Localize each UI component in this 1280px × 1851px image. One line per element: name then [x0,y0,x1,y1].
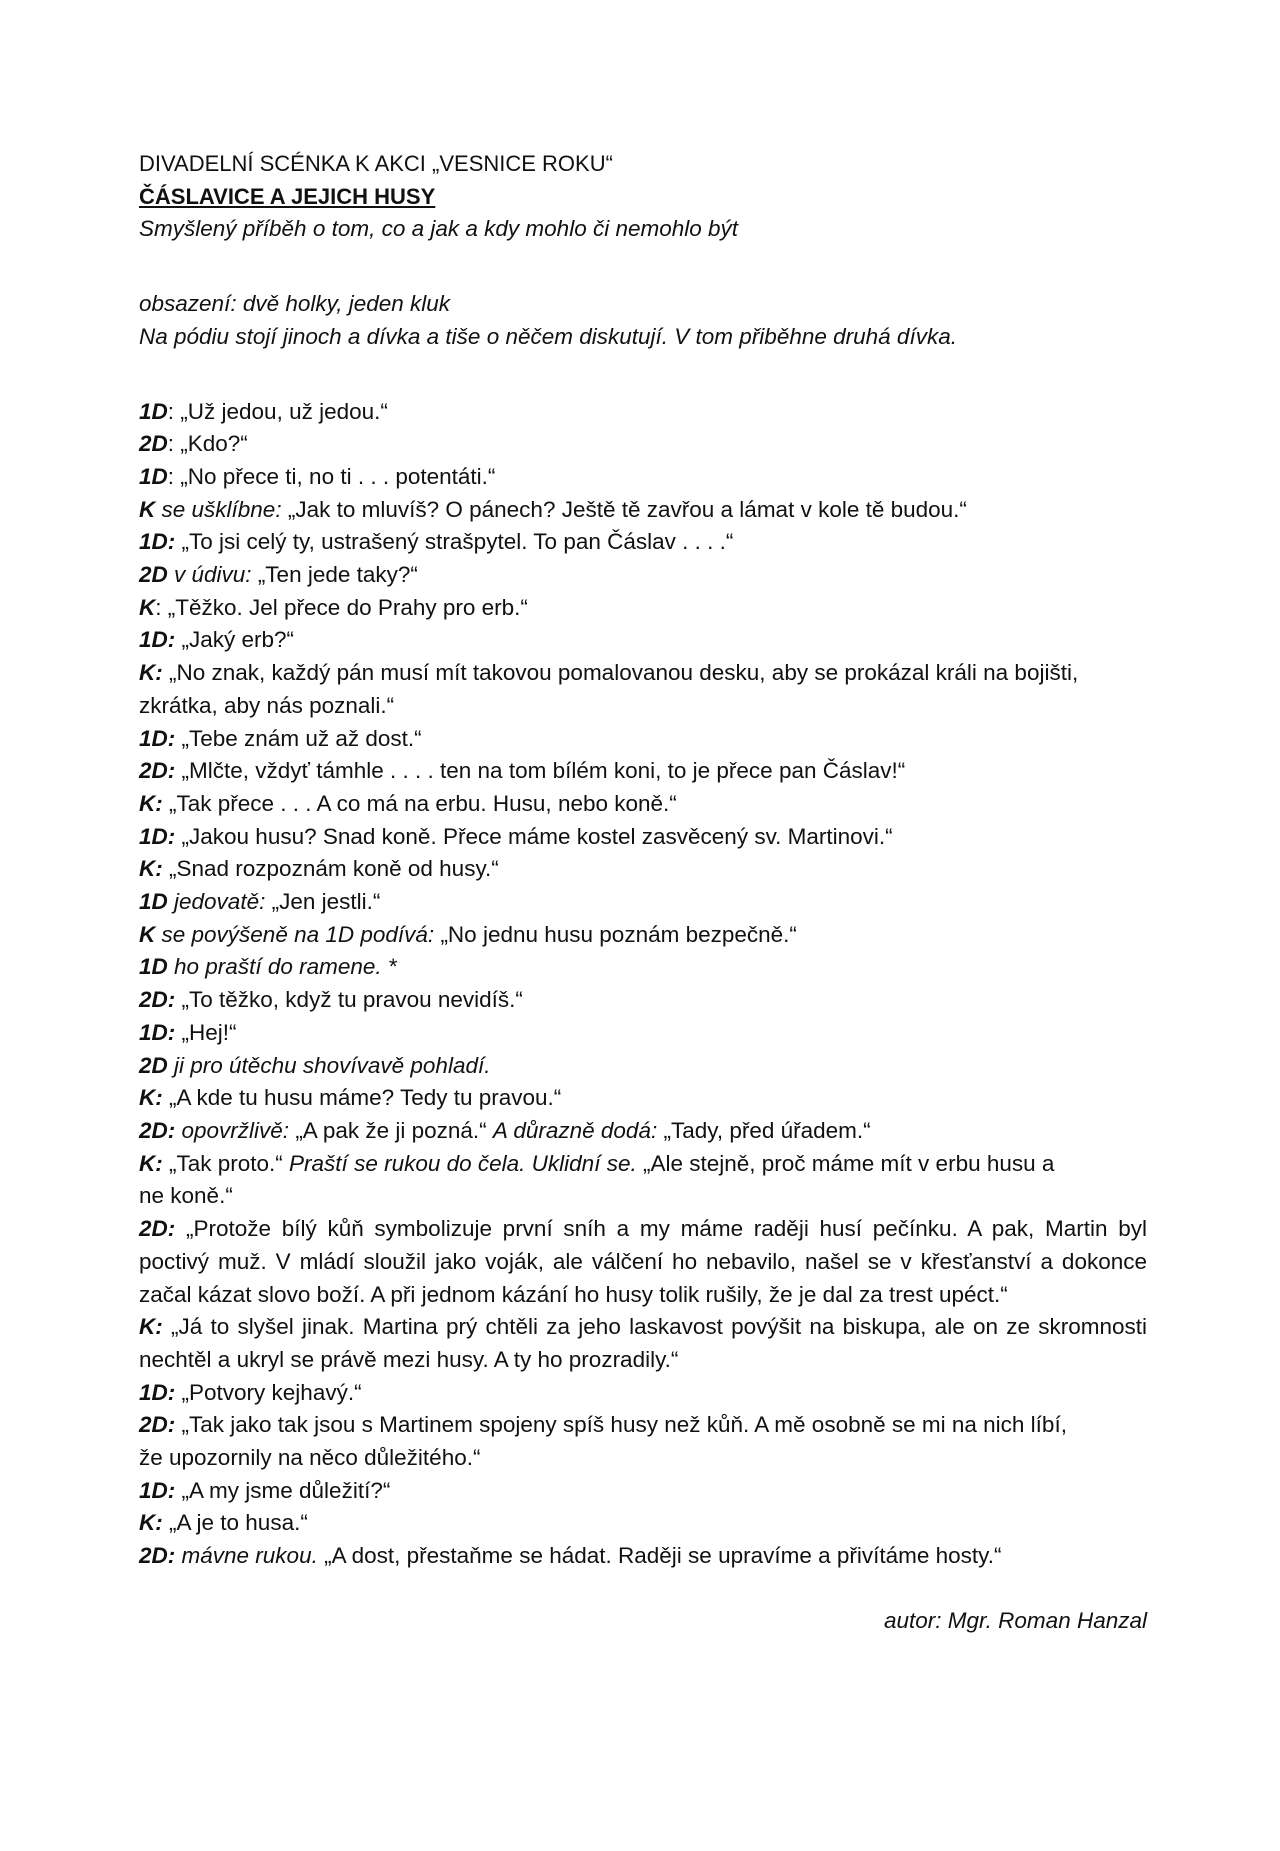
dialogue-end-block [139,1377,1147,1573]
speaker-label: K: [139,790,163,816]
spoken-text: : „Už jedou, už jedou.“ [167,398,388,424]
speaker-label: K: [139,660,163,686]
dialogue-line [139,494,1147,527]
speaker-label: 2D: [139,987,176,1013]
spoken-text: „Já to slyšel jinak. Martina prý chtěli za jeho laskavost povýšit na biskupa, ale on ze skromnosti nechtěl a ukryl se právě mezi husy. A ty ho prozradily.“ [139,1314,1147,1372]
speaker-label: 1D: [139,1379,176,1405]
dialogue-line [139,657,1147,690]
dialogue-line [139,1475,1147,1508]
spoken-text: „A my jsme důležití?“ [175,1477,391,1503]
speaker-label: K: [139,1510,163,1536]
dialogue-line [139,1442,1147,1475]
document-page [139,148,1147,1633]
dialogue-line [139,1507,1147,1540]
spoken-text: „Hej!“ [175,1019,237,1045]
dialogue-line [139,1540,1147,1573]
dialogue-line [139,919,1147,952]
justified-block [139,1213,1147,1377]
stage-direction: mávne rukou. [175,1543,318,1569]
spoken-text: „No znak, každý pán musí mít takovou pomalovanou desku, aby se prokázal králi na bojišti, [162,660,1079,686]
speaker-label: K [139,594,156,620]
spoken-text: „Tak jako tak jsou s Martinem spojeny spíš husy než kůň. A mě osobně se mi na nich líbí, [175,1412,1067,1438]
speaker-label: 2D [139,562,168,588]
spoken-text: „Ten jede taky?“ [251,562,418,588]
speaker-label: 2D: [139,1543,176,1569]
speaker-label: K [139,496,156,522]
speaker-label: 2D [139,1052,168,1078]
dialogue-line [139,461,1147,494]
speaker-label: 1D [139,954,168,980]
spoken-text: že upozornily na něco důležitého.“ [139,1445,481,1471]
speaker-label: 2D: [139,1216,176,1242]
speaker-label: 1D: [139,627,176,653]
spoken-text: „Tak přece . . . A co má na erbu. Husu, nebo koně.“ [162,790,677,816]
dialogue-line [139,1115,1147,1148]
stage-direction: se povýšeně na 1D podívá: [155,921,435,947]
stage-direction: opovržlivě: [175,1117,290,1143]
speaker-label: 1D [139,398,168,424]
dialogue-line [139,755,1147,788]
dialogue-line [139,1050,1147,1083]
spoken-text: „A kde tu husu máme? Tedy tu pravou.“ [162,1085,562,1111]
speaker-label: 1D: [139,1477,176,1503]
speaker-label: 2D: [139,758,176,784]
spoken-text: „Jakou husu? Snad koně. Přece máme kostel zasvěcený sv. Martinovi.“ [175,823,893,849]
author-signature: autor: Mgr. Roman Hanzal [883,1607,1147,1633]
spoken-text: „Ale stejně, proč máme mít v erbu husu a [636,1150,1055,1176]
spoken-text: „Snad rozpoznám koně od husy.“ [162,856,499,882]
dialogue-line [139,723,1147,756]
stage-direction: ho praští do ramene. * [167,954,397,980]
dialogue-paragraph [139,1311,1147,1376]
spoken-text: „A je to husa.“ [162,1510,308,1536]
spoken-text: zkrátka, aby nás poznali.“ [139,692,395,718]
spoken-text: „Protože bílý kůň symbolizuje první sníh a my máme raději husí pečínku. A pak, Martin byl poctivý muž. V mládí sloužil jako voják, ale válčení ho nebavilo, našel se v křesťanství a dokonce začal kázat slovo boží. A při jednom kázání ho husy tolik rušily, že je dal za trest upéct.“ [139,1216,1147,1307]
dialogue-line [139,788,1147,821]
play-subtitle: Smyšlený příběh o tom, co a jak a kdy mohlo či nemohlo být [139,216,739,242]
dialogue-line [139,592,1147,625]
stage-direction: Praští se rukou do čela. Uklidní se. [289,1150,637,1176]
stage-direction: A důrazně dodá: [492,1117,658,1143]
spoken-text: „Tady, před úřadem.“ [657,1117,871,1143]
speaker-label: K [139,921,156,947]
speaker-label: 1D: [139,823,176,849]
event-heading: DIVADELNÍ SCÉNKA K AKCI „VESNICE ROKU“ [139,151,613,176]
spoken-text: „No jednu husu poznám bezpečně.“ [434,921,797,947]
spoken-text: „Potvory kejhavý.“ [175,1379,362,1405]
spoken-text: : „No přece ti, no ti . . . potentáti.“ [167,463,496,489]
speaker-label: K: [139,1314,163,1340]
speaker-label: 2D: [139,1117,176,1143]
spoken-text: „Tak proto.“ [162,1150,290,1176]
stage-direction: ji pro útěchu shovívavě pohladí. [167,1052,491,1078]
dialogue-line [139,624,1147,657]
dialogue-line [139,396,1147,429]
dialogue-line [139,1082,1147,1115]
dialogue-line [139,690,1147,723]
stage-direction: v údivu: [167,562,252,588]
spoken-text: „A dost, přestaňme se hádat. Raději se upravíme a přivítáme hosty.“ [317,1543,1002,1569]
dialogue-line [139,1180,1147,1213]
spoken-text: : „Kdo?“ [167,431,248,457]
spoken-text: „Jen jestli.“ [265,889,381,915]
dialogue-line [139,559,1147,592]
speaker-label: 1D [139,463,168,489]
dialogue-line [139,1409,1147,1442]
dialogue-line [139,951,1147,984]
dialogue-line [139,821,1147,854]
dialogue-paragraph [139,1213,1147,1311]
speaker-label: K: [139,1150,163,1176]
spoken-text: „Tebe znám už až dost.“ [175,725,422,751]
spoken-text: „Jaký erb?“ [175,627,295,653]
dialogue-line [139,526,1147,559]
spoken-text: : „Těžko. Jel přece do Prahy pro erb.“ [155,594,528,620]
speaker-label: 1D [139,889,168,915]
speaker-label: 1D: [139,529,176,555]
spoken-text: „To jsi celý ty, ustrašený strašpytel. To pan Čáslav . . . .“ [175,529,734,555]
speaker-label: K: [139,1085,163,1111]
spoken-text: „Mlčte, vždyť támhle . . . . ten na tom bílém koni, to je přece pan Čáslav!“ [175,758,906,784]
stage-direction: se ušklíbne: [155,496,282,522]
speaker-label: K: [139,856,163,882]
speaker-label: 2D: [139,1412,176,1438]
play-title: ČÁSLAVICE A JEJICH HUSY [139,183,436,209]
speaker-label: 1D: [139,725,176,751]
spoken-text: „A pak že ji pozná.“ [289,1117,493,1143]
dialogue-line [139,853,1147,886]
dialogue-line [139,1148,1147,1181]
cast-line: obsazení: dvě holky, jeden kluk [139,291,451,317]
dialogue-line [139,1377,1147,1410]
dialogue-line [139,1017,1147,1050]
spoken-text: „Jak to mluvíš? O pánech? Ještě tě zavřou a lámat v kole tě budou.“ [281,496,967,522]
opening-stage-direction: Na pódiu stojí jinoch a dívka a tiše o něčem diskutují. V tom přiběhne druhá dívka. [139,323,957,349]
speaker-label: 2D [139,431,168,457]
dialogue-line [139,984,1147,1017]
dialogue-line [139,428,1147,461]
spoken-text: „To těžko, když tu pravou nevidíš.“ [175,987,523,1013]
speaker-label: 1D: [139,1019,176,1045]
stage-direction: jedovatě: [167,889,266,915]
spoken-text: ne koně.“ [139,1183,233,1209]
dialogue-line [139,886,1147,919]
dialogue-block [139,396,1147,1214]
